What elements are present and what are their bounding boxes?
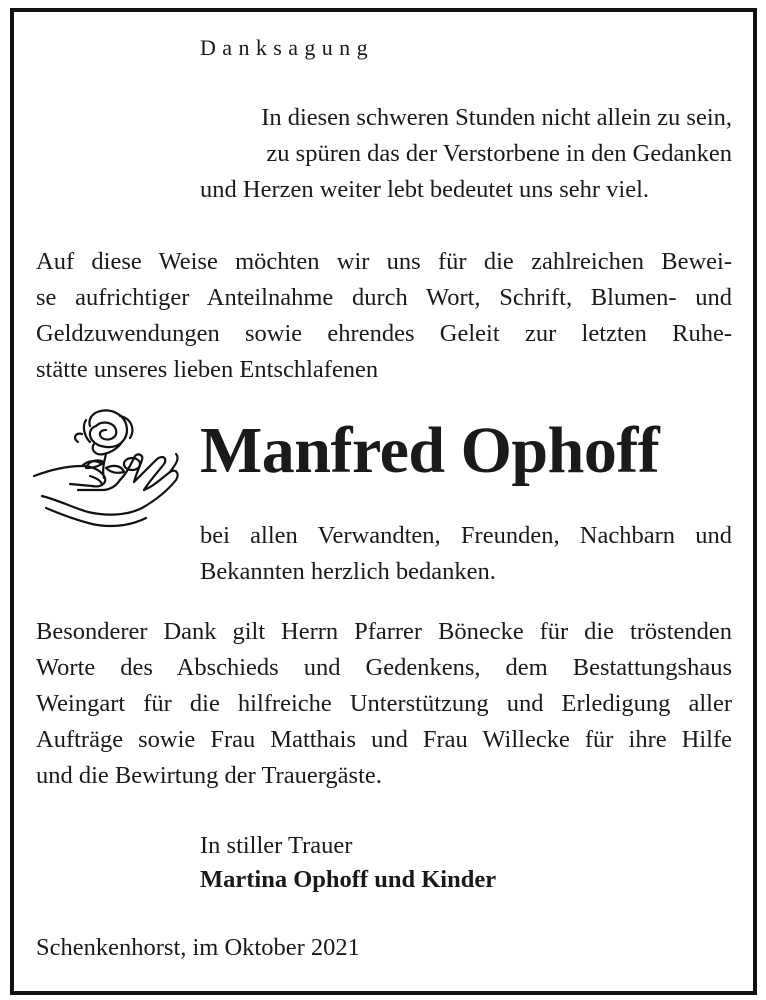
intro-line: In diesen schweren Stunden nicht allein zu sein, [261, 104, 732, 131]
paragraph-line: Aufträge sowie Frau Matthais und Frau Willecke für ihre Hilfe [36, 726, 732, 753]
paragraph-line: Auf diese Weise möchten wir uns für die zahlreichen Bewei- [36, 248, 732, 275]
paragraph-line: Weingart für die hilfreiche Unterstützung und Erledigung aller [36, 690, 732, 717]
thanks-paragraph [36, 244, 732, 388]
intro-line: und Herzen weiter lebt bedeutet uns sehr viel. [200, 176, 650, 203]
closing-phrase: In stiller Trauer [200, 832, 353, 859]
intro-paragraph [200, 100, 732, 208]
paragraph-line: und die Bewirtung der Trauergäste. [36, 762, 382, 789]
paragraph-line: Geldzuwendungen sowie ehrendes Geleit zur letzten Ruhe- [36, 320, 732, 347]
paragraph-line: se aufrichtiger Anteilnahme durch Wort, Schrift, Blumen- und [36, 284, 732, 311]
signature: Martina Ophoff und Kinder [200, 866, 497, 893]
thanks-continuation [200, 518, 732, 590]
intro-line: zu spüren das der Verstorbene in den Gedanken [266, 140, 732, 167]
hands-holding-rose-icon [30, 404, 186, 532]
deceased-name: Manfred Ophoff [200, 414, 660, 487]
special-thanks-paragraph [36, 614, 732, 794]
paragraph-line: Worte des Abschieds und Gedenkens, dem Bestattungshaus [36, 654, 732, 681]
paragraph-line: Besonderer Dank gilt Herrn Pfarrer Bönecke für die tröstenden [36, 618, 732, 645]
paragraph-line: Bekannten herzlich bedanken. [200, 558, 496, 585]
paragraph-line: stätte unseres lieben Entschlafenen [36, 356, 379, 383]
notice-heading: Danksagung [200, 35, 374, 60]
place-and-date: Schenkenhorst, im Oktober 2021 [36, 934, 360, 961]
paragraph-line: bei allen Verwandten, Freunden, Nachbarn und [200, 522, 732, 549]
